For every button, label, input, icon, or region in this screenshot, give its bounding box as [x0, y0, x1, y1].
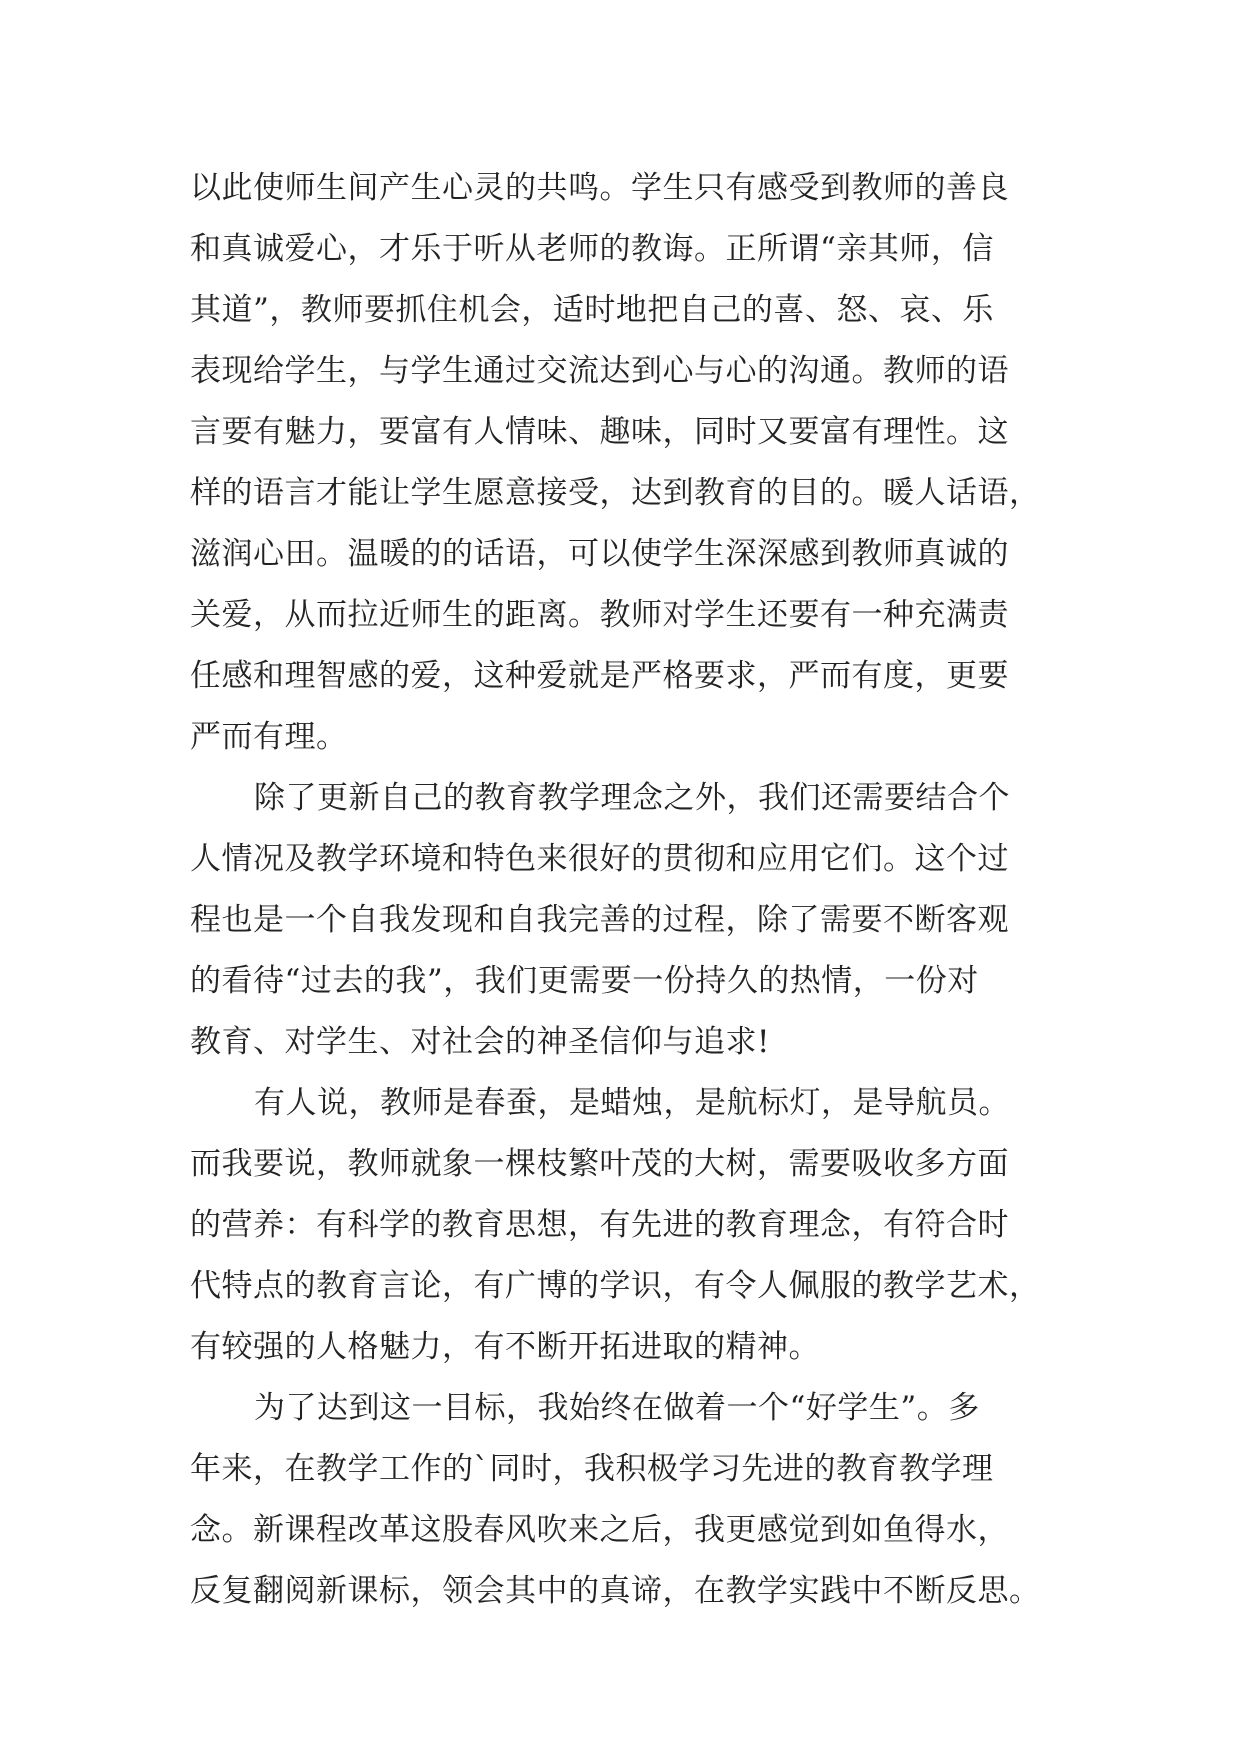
text-line: 反复翻阅新课标，领会其中的真谛，在教学实践中不断反思。	[190, 1573, 1041, 1609]
text-line: 以此使师生间产生心灵的共鸣。学生只有感受到教师的善良	[190, 170, 1009, 206]
text-line: 样的语言才能让学生愿意接受，达到教育的目的。暖人话语，	[190, 475, 1041, 511]
text-line: 念。新课程改革这股春风吹来之后，我更感觉到如鱼得水，	[190, 1512, 1009, 1548]
text-line: 和真诚爱心，才乐于听从老师的教诲。正所谓“亲其师，信	[190, 231, 994, 267]
text-line: 人情况及教学环境和特色来很好的贯彻和应用它们。这个过	[190, 841, 1009, 877]
text-line: 年来，在教学工作的`同时，我积极学习先进的教育教学理	[190, 1451, 994, 1487]
text-line: 关爱，从而拉近师生的距离。教师对学生还要有一种充满责	[190, 597, 1009, 633]
paragraph-start-line: 为了达到这一目标，我始终在做着一个“好学生”。多	[254, 1390, 980, 1426]
text-line: 表现给学生，与学生通过交流达到心与心的沟通。教师的语	[190, 353, 1009, 389]
text-line: 滋润心田。温暖的的话语，可以使学生深深感到教师真诚的	[190, 536, 1009, 572]
text-line: 言要有魅力，要富有人情味、趣味，同时又要富有理性。这	[190, 414, 1009, 450]
text-line: 而我要说，教师就象一棵枝繁叶茂的大树，需要吸收多方面	[190, 1146, 1009, 1182]
text-line: 严而有理。	[190, 719, 348, 755]
text-line: 的营养：有科学的教育思想，有先进的教育理念，有符合时	[190, 1207, 1009, 1243]
paragraph-start-line: 除了更新自己的教育教学理念之外，我们还需要结合个	[254, 780, 1010, 816]
text-line: 有较强的人格魅力，有不断开拓进取的精神。	[190, 1329, 820, 1365]
text-line: 代特点的教育言论，有广博的学识，有令人佩服的教学艺术，	[190, 1268, 1041, 1304]
text-line: 其道”，教师要抓住机会，适时地把自己的喜、怒、哀、乐	[190, 292, 994, 328]
text-line: 的看待“过去的我”，我们更需要一份持久的热情，一份对	[190, 963, 979, 999]
paragraph-start-line: 有人说，教师是春蚕，是蜡烛，是航标灯，是导航员。	[254, 1085, 1010, 1121]
text-line: 任感和理智感的爱，这种爱就是严格要求，严而有度，更要	[190, 658, 1009, 694]
text-line: 程也是一个自我发现和自我完善的过程，除了需要不断客观	[190, 902, 1009, 938]
text-line: 教育、对学生、对社会的神圣信仰与追求!	[190, 1024, 770, 1060]
body-text	[190, 158, 1070, 1622]
